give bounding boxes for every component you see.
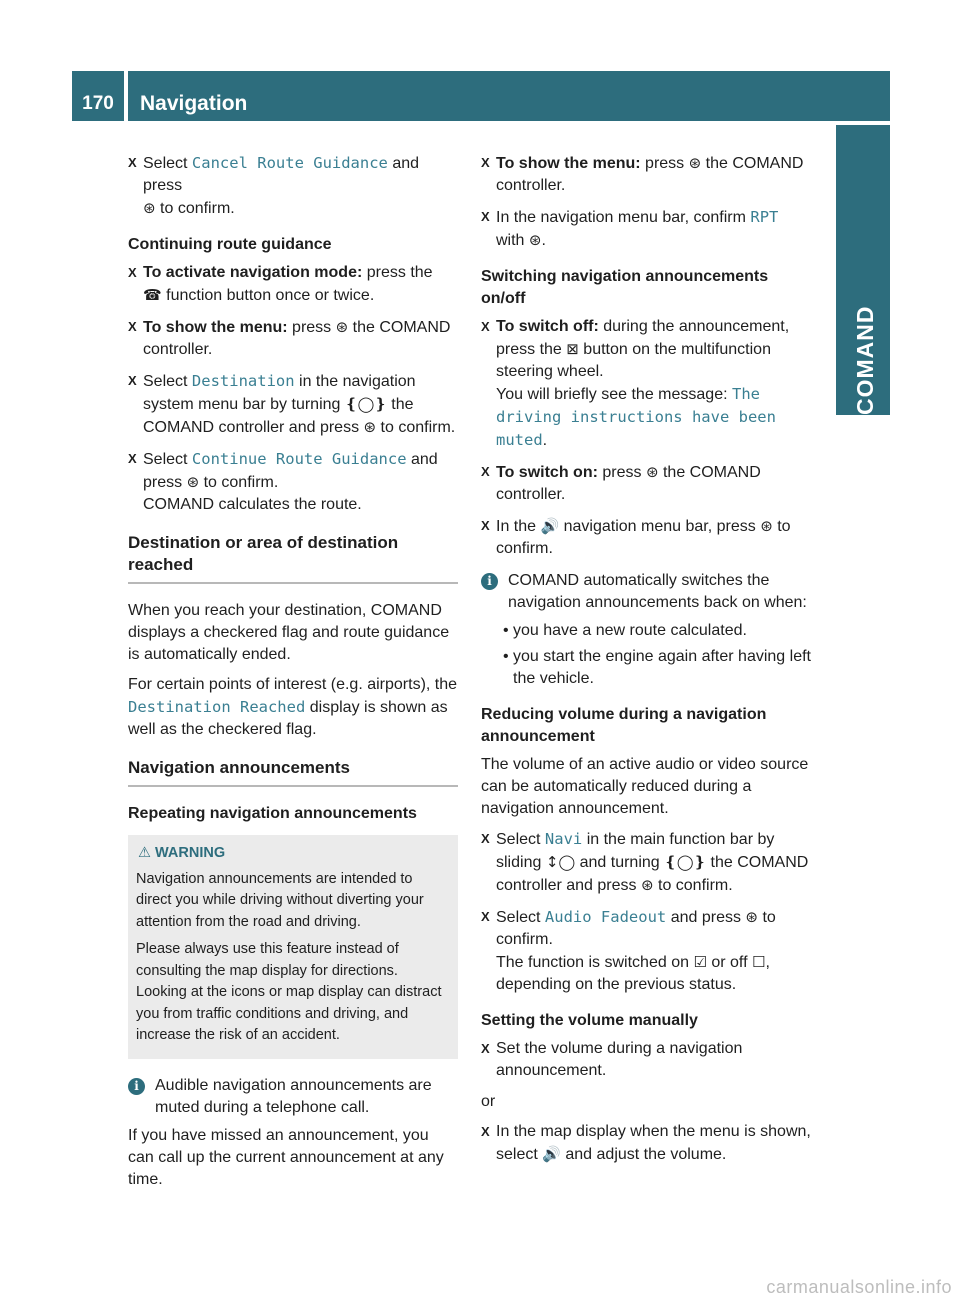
- info-note: i COMAND automatically switches the navigation announcements back on when:: [481, 570, 816, 614]
- step-continue-route: X Select Continue Route Guidance and press ⊛ to confirm. COMAND calculates the route.: [128, 448, 458, 516]
- menu-item-navi: Navi: [544, 830, 583, 848]
- info-icon: i: [481, 573, 498, 590]
- step-confirm-rpt: X In the navigation menu bar, confirm RPT with ⊛.: [481, 206, 816, 252]
- press-icon: ⊛: [143, 199, 156, 217]
- heading-repeating: Repeating navigation announcements: [128, 805, 417, 822]
- step-audio-fadeout: X Select Audio Fadeout and press ⊛ to confirm. The function is switched on ☑ or off ☐, depending on the previous status.: [481, 906, 816, 996]
- step-show-menu: X To show the menu: press ⊛ the COMAND controller.: [128, 316, 458, 361]
- menu-item-destination: Destination: [191, 372, 295, 390]
- press-icon: ⊛: [745, 908, 758, 926]
- step-activate-nav: X To activate navigation mode: press the ☎ function button once or twice.: [128, 262, 458, 307]
- warning-title: ⚠ WARNING: [138, 845, 226, 861]
- press-icon: ⊛: [640, 876, 654, 894]
- info-icon: i: [128, 1078, 145, 1095]
- slide-icon: ↕◯: [545, 853, 576, 871]
- left-column: [128, 152, 458, 1199]
- step-select-destination: X Select Destination in the navigation system menu bar by turning ❴◯❵ the COMAND controller and press ⊛ to confirm.: [128, 370, 458, 439]
- menu-item-rpt: RPT: [750, 208, 779, 226]
- step-switch-off: X To switch off: during the announcement, press the ⊠ button on the multifunction steering wheel. You will briefly see the message: The driving instructions have been muted.: [481, 316, 816, 452]
- heading-reducing: Reducing volume during a navigation announcement: [481, 706, 767, 745]
- or-text: or: [481, 1093, 496, 1110]
- watermark: carmanualsonline.info: [766, 1277, 952, 1297]
- menu-item-audio-fadeout: Audio Fadeout: [544, 908, 667, 926]
- press-icon: ⊛: [760, 517, 773, 535]
- turn-icon: ❴◯❵: [664, 853, 707, 871]
- press-icon: ⊛: [335, 318, 349, 336]
- checkbox-off-icon: ☐: [751, 953, 766, 971]
- paragraph: The volume of an active audio or video source can be automatically reduced during a navigation announcement.: [481, 756, 809, 817]
- message-destination-reached: Destination Reached: [128, 698, 306, 716]
- section-title: Navigation: [128, 71, 890, 121]
- heading-destination-reached: Destination or area of destination reached: [128, 532, 458, 584]
- press-icon: ⊛: [528, 231, 542, 249]
- page-header: [72, 71, 890, 121]
- step-volume-menu: X In the 🔊 navigation menu bar, press ⊛ to confirm.: [481, 515, 816, 560]
- checkbox-on-icon: ☑: [693, 953, 707, 971]
- menu-item-continue-route-guidance: Continue Route Guidance: [191, 450, 407, 468]
- press-icon: ⊛: [186, 473, 200, 491]
- heading-continuing: Continuing route guidance: [128, 236, 332, 253]
- side-tab-label: COMAND: [852, 305, 878, 415]
- press-icon: ⊛: [645, 463, 659, 481]
- heading-switching: Switching navigation announcements on/off: [481, 268, 769, 307]
- step-show-menu: X To show the menu: press ⊛ the COMAND controller.: [481, 152, 816, 197]
- step-select-navi: X Select Navi in the main function bar by sliding ↕◯ and turning ❴◯❵ the COMAND controller and press ⊛ to confirm.: [481, 828, 816, 897]
- volume-icon: 🔊: [542, 1145, 561, 1163]
- warning-triangle-icon: ⚠: [138, 845, 156, 861]
- press-icon: ⊛: [363, 418, 377, 436]
- info-note: i Audible navigation announcements are muted during a telephone call.: [128, 1075, 458, 1119]
- bullet-item: • you start the engine again after having left the vehicle.: [481, 646, 816, 690]
- message-muted: The driving instructions have been muted: [496, 385, 776, 449]
- right-column: [481, 152, 816, 1175]
- heading-navigation-announcements: Navigation announcements: [128, 757, 458, 787]
- page-number: 170: [72, 71, 124, 121]
- warning-text: Navigation announcements are intended to direct you while driving without diverting your attention from the road and driving.: [136, 870, 424, 930]
- paragraph: When you reach your destination, COMAND displays a checkered flag and route guidance is automatically ended.: [128, 602, 450, 663]
- press-icon: ⊛: [688, 154, 702, 172]
- paragraph: For certain points of interest (e.g. airports), the Destination Reached display is shown as well as the checkered flag.: [128, 676, 458, 738]
- step-set-volume: X Set the volume during a navigation announcement.: [481, 1038, 816, 1082]
- volume-icon: 🔊: [540, 517, 560, 535]
- step-switch-on: X To switch on: press ⊛ the COMAND controller.: [481, 461, 816, 506]
- step-cancel-route: X Select Cancel Route Guidance and press ⊛ to confirm.: [128, 152, 458, 220]
- heading-setting-volume: Setting the volume manually: [481, 1012, 698, 1029]
- tel-navi-icon: ☎: [143, 286, 162, 304]
- warning-box: [128, 835, 458, 1059]
- turn-icon: ❴◯❵: [344, 395, 387, 413]
- bullet-item: • you have a new route calculated.: [481, 620, 816, 642]
- menu-item-cancel-route-guidance: Cancel Route Guidance: [191, 154, 388, 172]
- side-tab: [836, 125, 890, 415]
- warning-text: Please always use this feature instead of consulting the map display for directions. Looking at the icons or map display can distract you from traffic conditions and driving, and increase the risk of an accident.: [136, 941, 442, 1043]
- step-map-volume: X In the map display when the menu is shown, select 🔊 and adjust the volume.: [481, 1121, 816, 1166]
- mute-icon: ⊠: [566, 340, 579, 358]
- paragraph: If you have missed an announcement, you can call up the current announcement at any time.: [128, 1126, 444, 1188]
